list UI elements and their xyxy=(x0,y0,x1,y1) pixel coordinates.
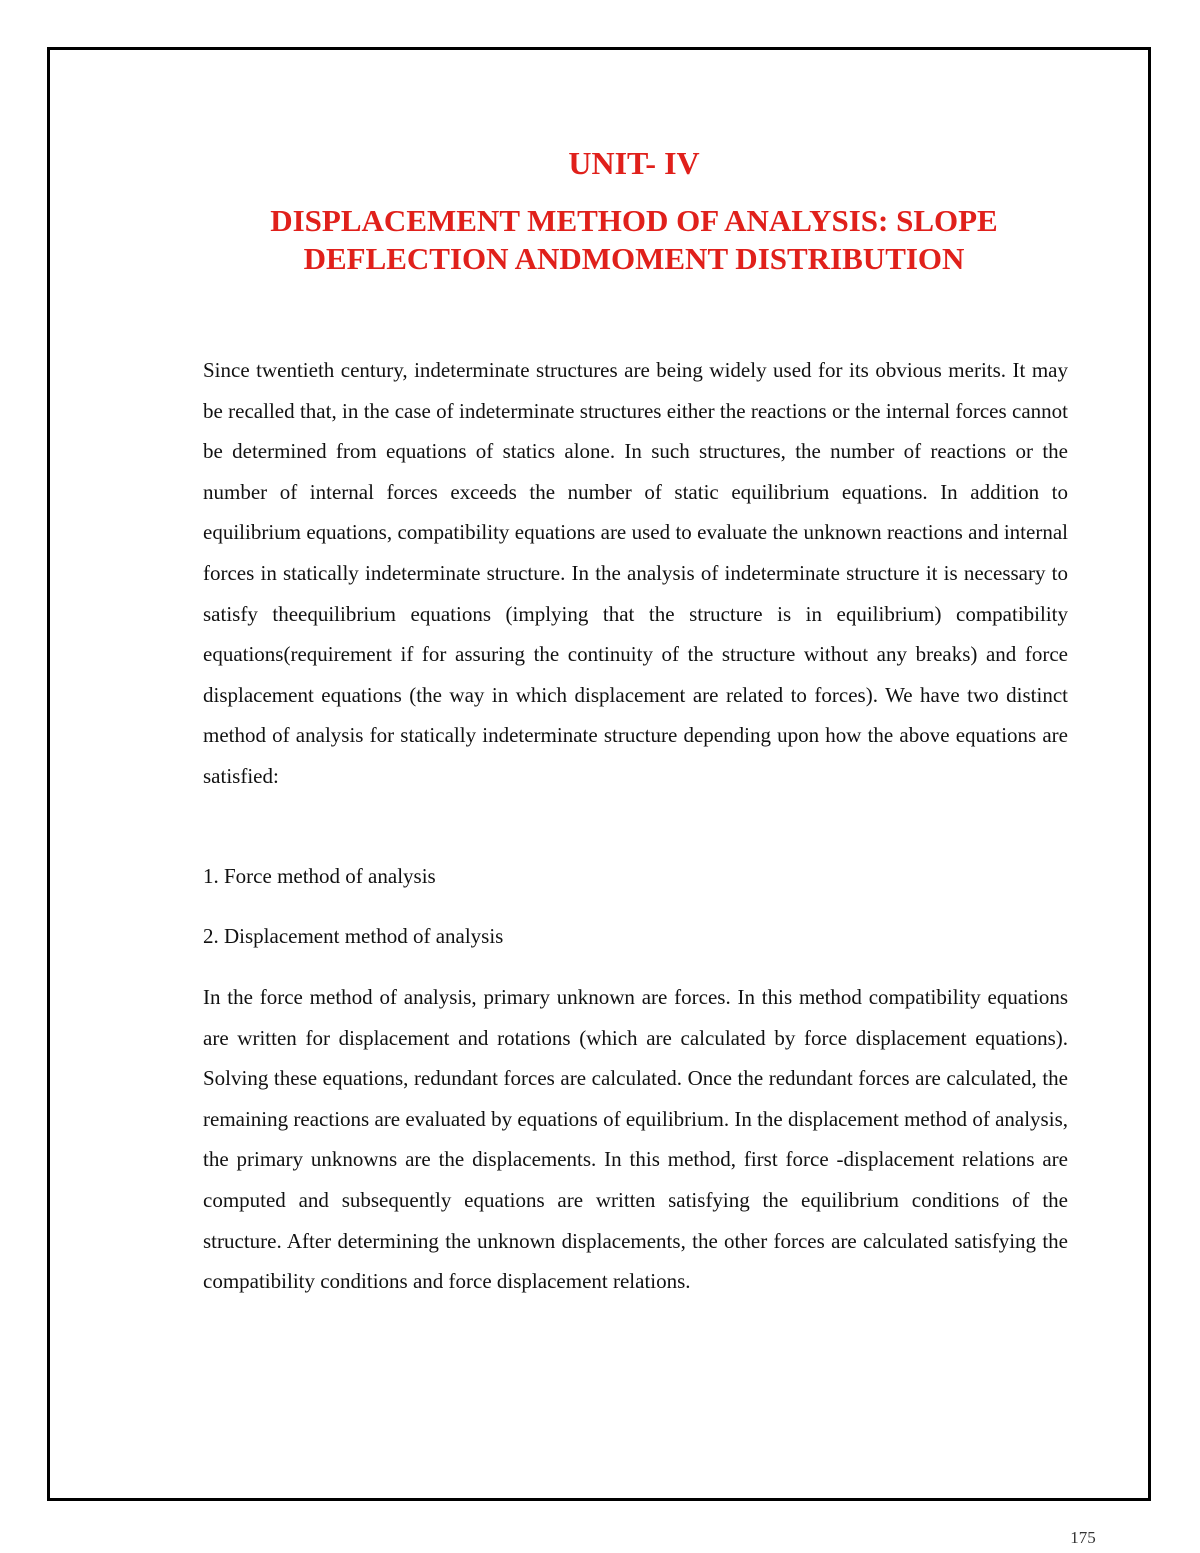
unit-heading: UNIT- IV xyxy=(568,145,700,181)
page-number: 175 xyxy=(1070,1528,1096,1547)
intro-paragraph: Since twentieth century, indeterminate structures are being widely used for its obvious merits. It may be recalled that, in the case of indeterminate structures either the reactions or the internal forces cannot be determined from equations of statics alone. In such structures, the number of reactions or the number of internal forces exceeds the number of static equilibrium equations. In addition to equilibrium equations, compatibility equations are used to evaluate the unknown reactions and internal forces in statically indeterminate structure. In the analysis of indeterminate structure it is necessary to satisfy theequilibrium equations (implying that the structure is in equilibrium) compatibility equations(requirement if for assuring the continuity of the structure without any breaks) and force displacement equations (the way in which displacement are related to forces). We have two distinct method of analysis for statically indeterminate structure depending upon how the above equations are satisfied: xyxy=(203,358,1068,788)
list-item-displacement-method: 2. Displacement method of analysis xyxy=(203,924,504,948)
list-item-force-method: 1. Force method of analysis xyxy=(203,864,436,888)
chapter-heading: DISPLACEMENT METHOD OF ANALYSIS: SLOPE DEFLECTION ANDMOMENT DISTRIBUTION xyxy=(270,203,998,276)
methods-paragraph: In the force method of analysis, primary unknown are forces. In this method compatibility equations are written for displacement and rotations (which are calculated by force displacement equations). Solving these equations, redundant forces are calculated. Once the redundant forces are calculated, the remaining reactions are evaluated by equations of equilibrium. In the displacement method of analysis, the primary unknowns are the displacements. In this method, first force -displacement relations are computed and subsequently equations are written satisfying the equilibrium conditions of the structure. After determining the unknown displacements, the other forces are calculated satisfying the compatibility conditions and force displacement relations. xyxy=(203,985,1068,1294)
